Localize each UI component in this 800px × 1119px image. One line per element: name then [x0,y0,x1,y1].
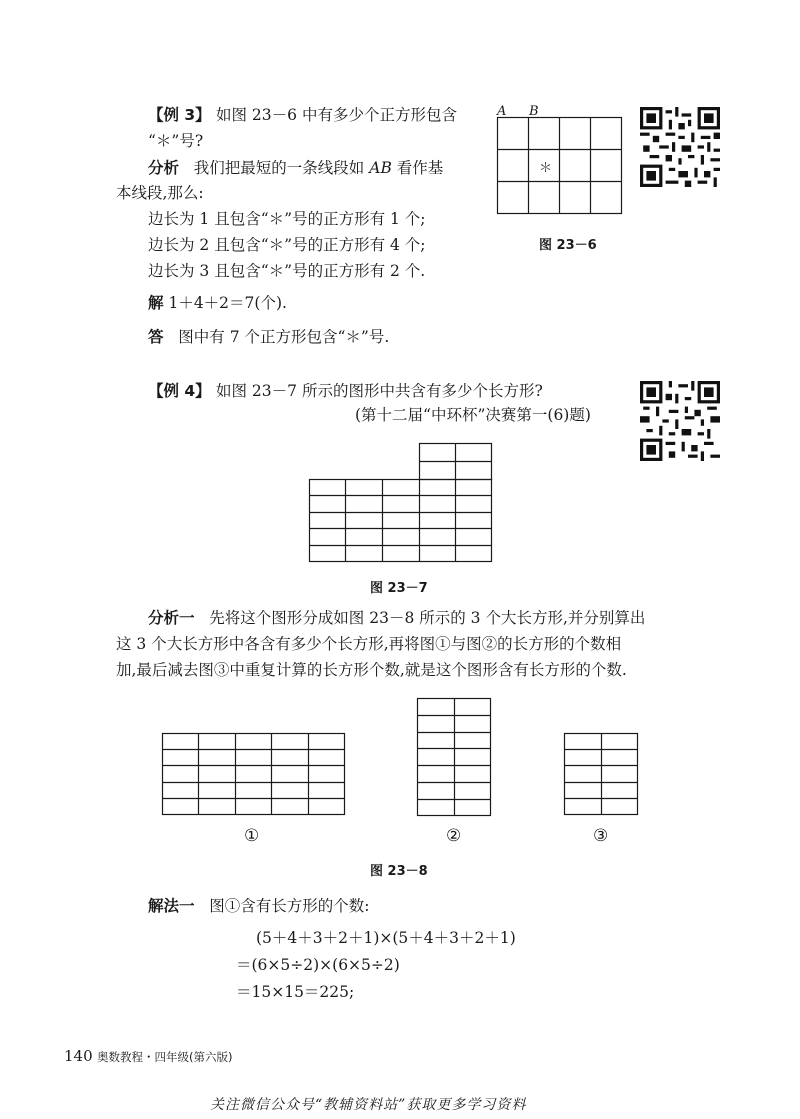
example4-analysis-text: 先将这个图形分成如图 23－8 所示的 3 个大长方形,并分别算出 [209,609,646,627]
example3-solution [148,293,287,313]
example3-label: 【例 3】 [148,106,211,124]
equation-line2: ＝(6×5÷2)×(6×5÷2) [236,956,400,974]
figure-23-6-caption: 图 23－6 [539,238,597,253]
figure-23-8-label1: ① [244,826,260,846]
example3-question-line2: “＊”号? [148,132,204,150]
figure-23-8-label2: ② [446,826,462,846]
page-number: 140 [64,1047,93,1065]
example4-analysis-label: 分析一 [148,609,195,627]
example3-answer-text: 图中有 7 个正方形包含“＊”号. [178,328,390,346]
example3-step2: 边长为 2 且包含“＊”号的正方形有 4 个; [148,236,426,254]
equation-line3: ＝15×15＝225; [236,983,355,1001]
example4-question: 如图 23－7 所示的图形中共含有多少个长方形? [216,382,543,400]
figure-23-6 [497,117,627,217]
example4-analysis-line3: 加,最后减去图③中重复计算的长方形个数,就是这个图形含有长方形的个数. [116,661,627,679]
figure-23-8-part1 [162,733,347,818]
example4-solution-text: 图①含有长方形的个数: [209,897,370,915]
example3-analysis-text2: 看作基 [396,159,444,177]
figure-23-6-star: ＊ [539,161,553,176]
figure-23-8-part2 [417,698,493,820]
example4-analysis-line1 [148,608,645,628]
equation-line1: (5＋4＋3＋2＋1)×(5＋4＋3＋2＋1) [256,929,516,947]
example3-solution-label: 解 [148,294,164,312]
figure-23-7-lower-block [310,480,492,562]
qr-code-icon [640,381,720,461]
example3-step1: 边长为 1 且包含“＊”号的正方形有 1 个; [148,210,426,228]
qr-code-icon [640,107,720,187]
figure-23-8-caption: 图 23－8 [370,864,428,879]
example4-solution-intro [148,896,370,916]
example4-source: (第十二届“中环杯”决赛第一(6)题) [355,406,591,424]
example3-answer [148,327,389,347]
book-title: 奥数教程・四年级(第六版) [97,1050,233,1064]
figure-23-7 [309,443,494,563]
example3-analysis-line2: 本线段,那么: [116,184,204,202]
promo-footer: 关注微信公众号“教辅资料站”获取更多学习资料 [210,1097,527,1113]
example3-solution-text: 1＋4＋2＝7(个). [168,294,287,312]
figure-23-6-label-b: B [529,104,539,119]
example3-question-line1: 如图 23－6 中有多少个正方形包含 [216,106,457,124]
part1-frame [163,734,345,815]
figure-23-6-label-a: A [497,104,507,119]
example3-analysis-line1 [148,158,443,178]
example4-solution-label: 解法一 [148,897,195,915]
example3-step3: 边长为 3 且包含“＊”号的正方形有 2 个. [148,262,426,280]
example3-analysis-label: 分析 [148,159,180,177]
example4-analysis-line2: 这 3 个大长方形中各含有多少个长方形,再将图①与图②的长方形的个数相 [116,635,622,653]
example3-answer-label: 答 [148,328,164,346]
figure-23-8-label3: ③ [593,826,609,846]
example3-analysis-text: 我们把最短的一条线段如 [193,159,365,177]
segment-ab: AB [369,159,392,177]
example4-label: 【例 4】 [148,382,211,400]
figure-23-7-caption: 图 23－7 [370,581,428,596]
figure-23-8-part3 [564,733,640,818]
